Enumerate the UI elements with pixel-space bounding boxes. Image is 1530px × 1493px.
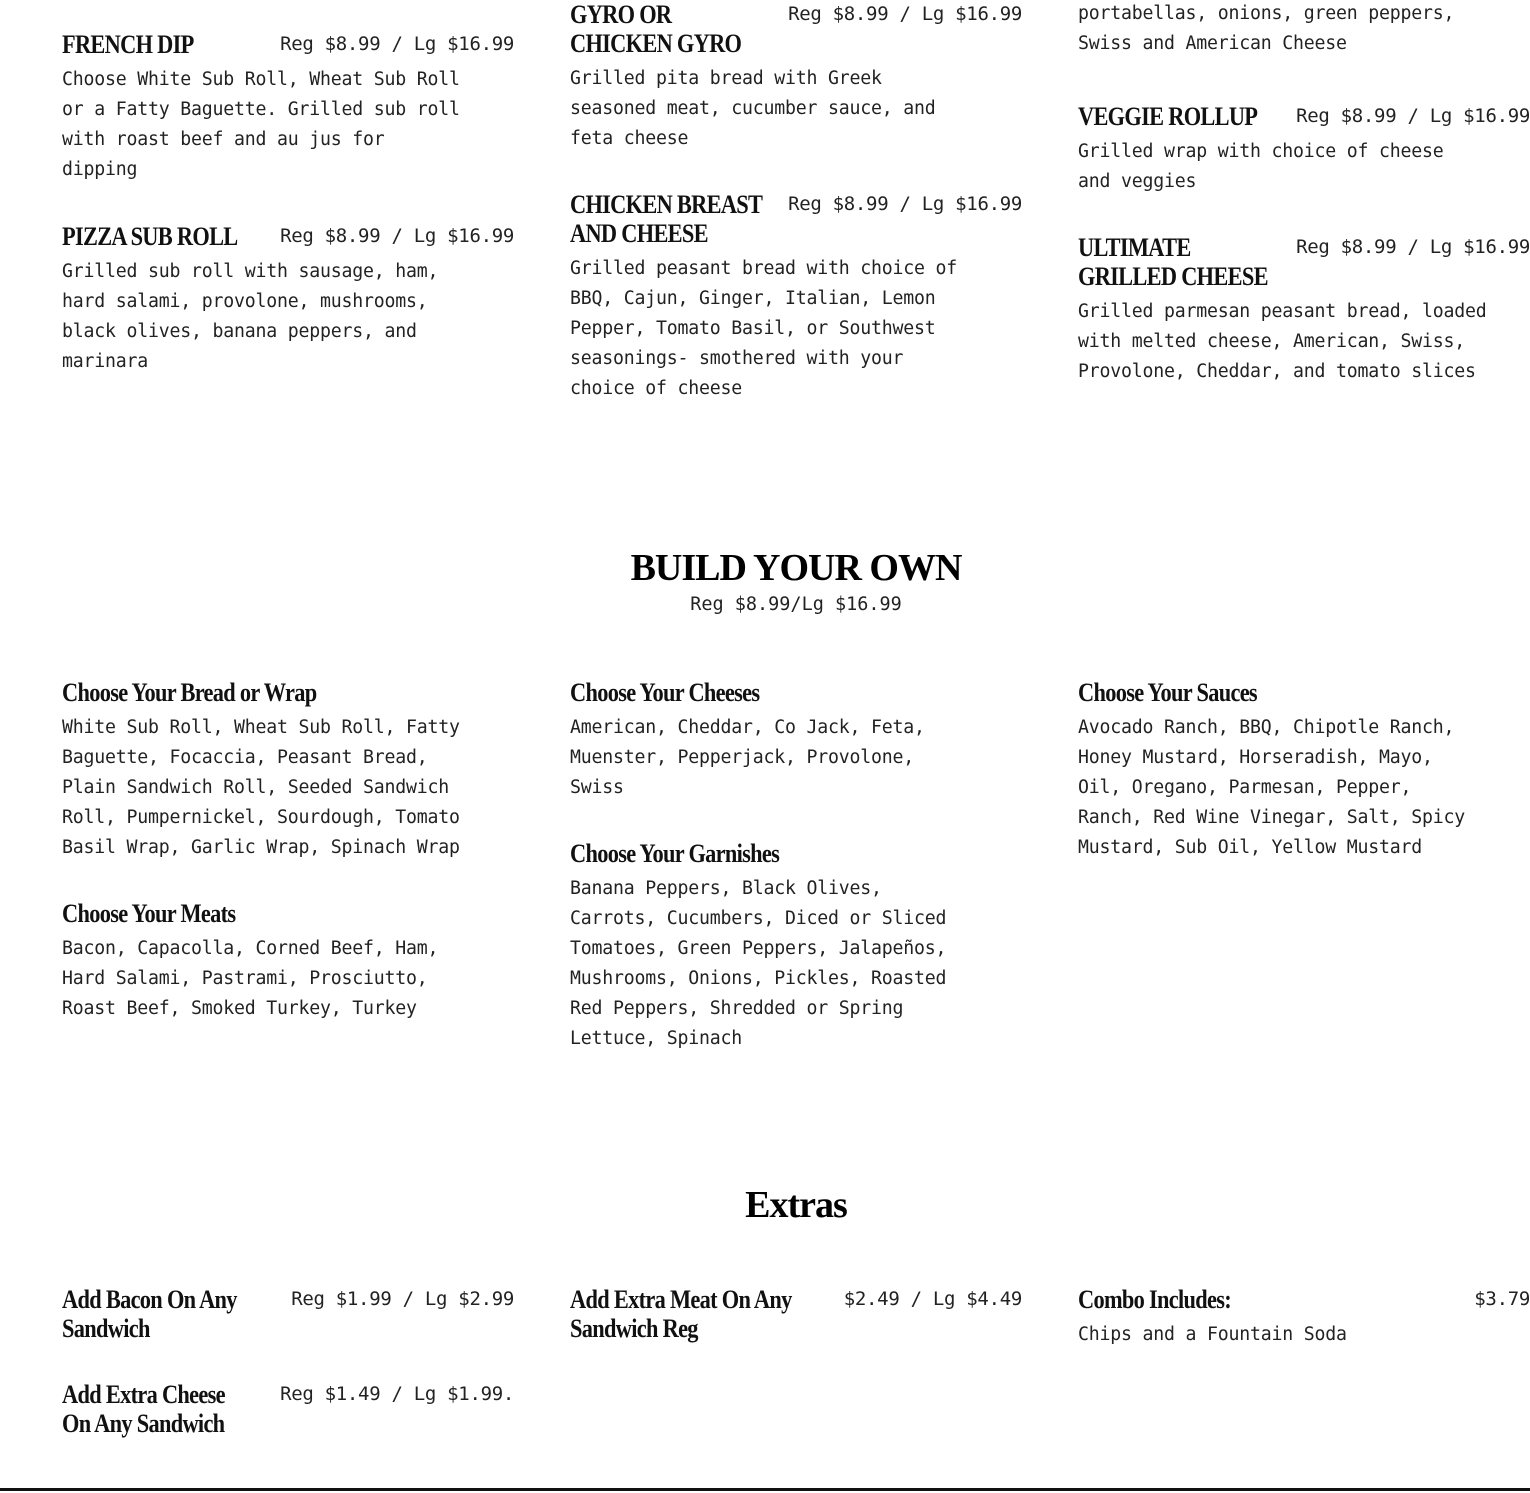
byo-heading: Choose Your Bread or Wrap — [62, 678, 317, 707]
byo-heading: Choose Your Meats — [62, 899, 236, 928]
item-price: Reg $8.99 / Lg $16.99 — [788, 3, 1022, 25]
item-name: VEGGIE ROLLUP — [1078, 102, 1258, 131]
byo-options: American, Cheddar, Co Jack, Feta, Muenster, Pepperjack, Provolone, Swiss — [570, 717, 925, 798]
item-name: Add Bacon On Any Sandwich — [62, 1285, 237, 1343]
byo-options: Avocado Ranch, BBQ, Chipotle Ranch, Honey Mustard, Horseradish, Mayo, Oil, Oregano, Parmesan, Pepper, Ranch, Red Wine Vinegar, Salt, Spicy Mustard, Sub Oil, Yellow Mustard — [1078, 717, 1465, 858]
item-description: Grilled peasant bread with choice of BBQ, Cajun, Ginger, Italian, Lemon Pepper, Tomato Basil, or Southwest seasonings- smothered with your choice of cheese — [570, 258, 957, 399]
byo-options: Banana Peppers, Black Olives, Carrots, Cucumbers, Diced or Sliced Tomatoes, Green Peppers, Jalapeños, Mushrooms, Onions, Pickles, Roasted Red Peppers, Shredded or Spring Lettuce, Spinach — [570, 878, 947, 1049]
extra-meat — [570, 1285, 1022, 1343]
item-price: Reg $8.99 / Lg $16.99 — [280, 225, 514, 247]
byo-meats — [62, 899, 514, 1024]
item-name: ULTIMATE GRILLED CHEESE — [1078, 233, 1268, 291]
menu-item-french-dip — [62, 30, 514, 185]
item-name: Add Extra Cheese On Any Sandwich — [62, 1380, 225, 1438]
item-price: $2.49 / Lg $4.49 — [843, 1288, 1022, 1310]
item-name: CHICKEN BREAST AND CHEESE — [570, 190, 762, 248]
byo-heading: Choose Your Cheeses — [570, 678, 760, 707]
item-name: FRENCH DIP — [62, 30, 194, 59]
item-price: Reg $8.99 / Lg $16.99 — [1296, 105, 1530, 127]
extra-bacon — [62, 1285, 514, 1343]
menu-item-pizza-sub-roll — [62, 222, 514, 377]
item-description: Grilled pita bread with Greek seasoned meat, cucumber sauce, and feta cheese — [570, 68, 936, 149]
item-description: portabellas, onions, green peppers, Swiss and American Cheese — [1078, 3, 1455, 54]
section-title-build-your-own: BUILD YOUR OWN — [630, 547, 962, 589]
menu-item-gyro — [570, 0, 1022, 154]
item-price: Reg $8.99 / Lg $16.99 — [280, 33, 514, 55]
item-name: PIZZA SUB ROLL — [62, 222, 238, 251]
extra-combo — [1078, 1285, 1530, 1350]
section-title-extras: Extras — [745, 1184, 847, 1226]
extra-cheese — [62, 1380, 514, 1438]
item-price: Reg $8.99 / Lg $16.99 — [1296, 236, 1530, 258]
menu-item-veggie-rollup — [1078, 102, 1530, 197]
item-description: Grilled parmesan peasant bread, loaded with melted cheese, American, Swiss, Provolone, Cheddar, and tomato slices — [1078, 301, 1487, 382]
byo-sauces — [1078, 678, 1530, 863]
menu-item-partial — [1078, 0, 1530, 59]
item-name: Add Extra Meat On Any Sandwich Reg — [570, 1285, 792, 1343]
item-price: Reg $1.49 / Lg $1.99. — [280, 1383, 514, 1405]
item-description: Chips and a Fountain Soda — [1078, 1324, 1347, 1345]
item-price: Reg $1.99 / Lg $2.99 — [291, 1288, 514, 1310]
byo-heading: Choose Your Sauces — [1078, 678, 1257, 707]
byo-bread — [62, 678, 514, 863]
byo-options: Bacon, Capacolla, Corned Beef, Ham, Hard Salami, Pastrami, Prosciutto, Roast Beef, Smoked Turkey, Turkey — [62, 938, 439, 1019]
byo-garnishes — [570, 839, 1022, 1054]
item-description: Choose White Sub Roll, Wheat Sub Roll or a Fatty Baguette. Grilled sub roll with roast beef and au jus for dipping — [62, 69, 460, 180]
item-name: GYRO OR CHICKEN GYRO — [570, 0, 742, 58]
byo-heading: Choose Your Garnishes — [570, 839, 780, 868]
item-price: Reg $8.99 / Lg $16.99 — [788, 193, 1022, 215]
item-price: $3.79 — [1474, 1288, 1530, 1310]
menu-item-chicken-breast-and-cheese — [570, 190, 1022, 404]
item-description: Grilled wrap with choice of cheese and veggies — [1078, 141, 1444, 192]
item-name: Combo Includes: — [1078, 1285, 1232, 1314]
menu-item-ultimate-grilled-cheese — [1078, 233, 1530, 387]
byo-options: White Sub Roll, Wheat Sub Roll, Fatty Baguette, Focaccia, Peasant Bread, Plain Sandwich Roll, Seeded Sandwich Roll, Pumpernickel, Sourdough, Tomato Basil Wrap, Garlic Wrap, Spinach Wrap — [62, 717, 460, 858]
item-description: Grilled sub roll with sausage, ham, hard salami, provolone, mushrooms, black olives, banana peppers, and marinara — [62, 261, 439, 372]
byo-cheeses — [570, 678, 1022, 803]
footer-divider — [0, 1488, 1530, 1491]
section-subtitle-build-your-own: Reg $8.99/Lg $16.99 — [690, 594, 902, 615]
